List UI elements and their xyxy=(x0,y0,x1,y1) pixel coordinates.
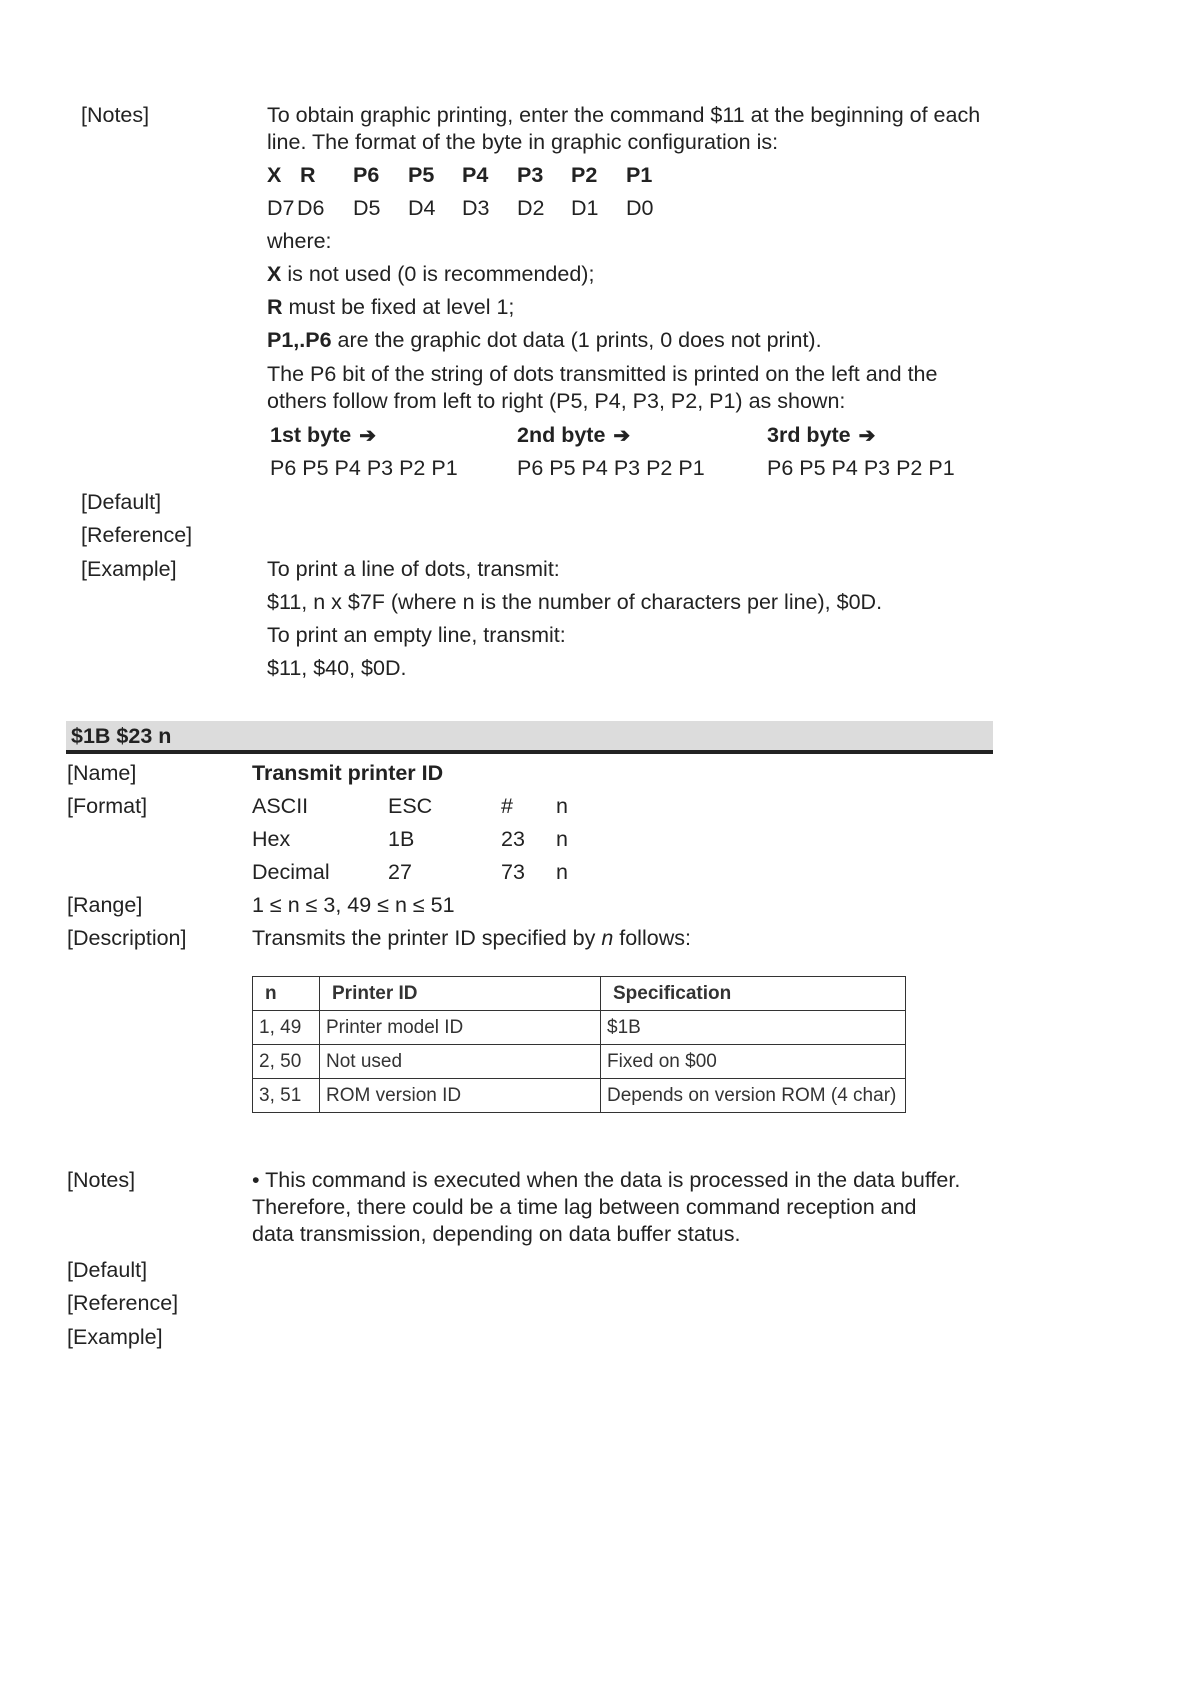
bit-header-p6: P6 xyxy=(353,163,380,187)
bit-d2: D2 xyxy=(517,196,545,220)
example-label-2: [Example] xyxy=(67,1325,163,1349)
table-cell: $1B xyxy=(601,1011,906,1045)
table-cell: Depends on version ROM (4 char) xyxy=(601,1079,906,1113)
bit-d3: D3 xyxy=(462,196,490,220)
format-ascii-label: ASCII xyxy=(252,794,309,818)
format-hex-23: 23 xyxy=(501,827,525,851)
table-cell: 3, 51 xyxy=(253,1079,320,1113)
format-ascii-hash: # xyxy=(501,794,513,818)
r-definition xyxy=(267,293,514,321)
p-definition xyxy=(267,326,822,354)
format-hex-value: 1B xyxy=(388,827,415,851)
format-hex-label: Hex xyxy=(252,827,291,851)
where-text: where: xyxy=(267,229,332,253)
example-line-3: To print an empty line, transmit: xyxy=(267,623,566,647)
p-term: P1,.P6 xyxy=(267,328,332,352)
range-label: [Range] xyxy=(67,893,143,917)
bit-d0: D0 xyxy=(626,196,654,220)
format-hex-n: n xyxy=(556,827,568,851)
notes2-line-2: Therefore, there could be a time lag between command reception and xyxy=(252,1195,917,1219)
table-row xyxy=(253,1045,906,1079)
command-header-rule xyxy=(66,750,993,754)
notes-text-line-1: To obtain graphic printing, enter the command $11 at the beginning of each xyxy=(267,103,981,127)
example-label: [Example] xyxy=(81,557,177,581)
p-desc: are the graphic dot data (1 prints, 0 does not print). xyxy=(331,328,822,352)
byte-3-label: 3rd byte ➔ xyxy=(767,421,875,450)
r-desc: must be fixed at level 1; xyxy=(282,295,515,319)
table-cell: ROM version ID xyxy=(320,1079,601,1113)
format-decimal-73: 73 xyxy=(501,860,525,884)
bit-header-x: X xyxy=(267,163,282,187)
bit-header-p1: P1 xyxy=(626,163,653,187)
table-cell: Printer model ID xyxy=(320,1011,601,1045)
x-desc: is not used (0 is recommended); xyxy=(281,262,595,286)
byte-3-bits: P6 P5 P4 P3 P2 P1 xyxy=(767,456,955,480)
bit-d4: D4 xyxy=(408,196,436,220)
notes-label: [Notes] xyxy=(81,103,150,127)
format-ascii-value: ESC xyxy=(388,794,433,818)
bit-d1: D1 xyxy=(571,196,599,220)
arrow-right-icon: ➔ xyxy=(858,425,876,447)
printer-id-table xyxy=(252,976,906,1113)
command-header: $1B $23 n xyxy=(71,724,172,748)
name-label: [Name] xyxy=(67,761,137,785)
notes2-line-1: • This command is executed when the data is processed in the data buffer. xyxy=(252,1168,961,1192)
bit-header-p5: P5 xyxy=(408,163,435,187)
table-cell: Not used xyxy=(320,1045,601,1079)
format-ascii-n: n xyxy=(556,794,568,818)
format-label: [Format] xyxy=(67,794,148,818)
table-header-specification: Specification xyxy=(601,977,906,1011)
notes2-line-3: data transmission, depending on data buffer status. xyxy=(252,1222,741,1246)
byte-1-bits: P6 P5 P4 P3 P2 P1 xyxy=(270,456,458,480)
bit-d5: D5 xyxy=(353,196,381,220)
bit-header-r: R xyxy=(300,163,316,187)
notes-text-line-2: line. The format of the byte in graphic configuration is: xyxy=(267,130,779,154)
table-cell: 2, 50 xyxy=(253,1045,320,1079)
bit-header-p4: P4 xyxy=(462,163,489,187)
bit-header-p3: P3 xyxy=(517,163,544,187)
default-label-2: [Default] xyxy=(67,1258,148,1282)
byte-2-label: 2nd byte ➔ xyxy=(517,421,630,450)
arrow-right-icon: ➔ xyxy=(613,425,631,447)
table-row xyxy=(253,1079,906,1113)
default-label: [Default] xyxy=(81,490,162,514)
format-decimal-value: 27 xyxy=(388,860,412,884)
description-text: Transmits the printer ID specified by n follows: xyxy=(252,926,691,950)
example-line-2: $11, n x $7F (where n is the number of characters per line), $0D. xyxy=(267,590,883,614)
bit-header-p2: P2 xyxy=(571,163,598,187)
table-header-printer-id: Printer ID xyxy=(320,977,601,1011)
reference-label: [Reference] xyxy=(81,523,193,547)
table-row xyxy=(253,1011,906,1045)
bit-d7: D7 xyxy=(267,196,295,220)
arrow-right-icon: ➔ xyxy=(359,425,377,447)
notes-label-2: [Notes] xyxy=(67,1168,136,1192)
p6-text-line-1: The P6 bit of the string of dots transmitted is printed on the left and the xyxy=(267,362,938,386)
example-line-1: To print a line of dots, transmit: xyxy=(267,557,560,581)
reference-label-2: [Reference] xyxy=(67,1291,179,1315)
format-decimal-n: n xyxy=(556,860,568,884)
byte-1-label: 1st byte ➔ xyxy=(270,421,376,450)
format-decimal-label: Decimal xyxy=(252,860,330,884)
name-value: Transmit printer ID xyxy=(252,761,444,785)
description-n: n xyxy=(601,926,614,950)
table-header-row xyxy=(253,977,906,1011)
bit-d6: D6 xyxy=(297,196,325,220)
x-definition xyxy=(267,260,594,288)
r-term: R xyxy=(267,295,283,319)
p6-text-line-2: others follow from left to right (P5, P4, P3, P2, P1) as shown: xyxy=(267,389,846,413)
example-line-4: $11, $40, $0D. xyxy=(267,656,407,680)
table-header-n: n xyxy=(253,977,320,1011)
command-header-bar xyxy=(66,721,993,750)
byte-2-bits: P6 P5 P4 P3 P2 P1 xyxy=(517,456,705,480)
table-cell: Fixed on $00 xyxy=(601,1045,906,1079)
range-value: 1 ≤ n ≤ 3, 49 ≤ n ≤ 51 xyxy=(252,893,455,917)
table-cell: 1, 49 xyxy=(253,1011,320,1045)
x-term: X xyxy=(267,262,282,286)
description-label: [Description] xyxy=(67,926,187,950)
